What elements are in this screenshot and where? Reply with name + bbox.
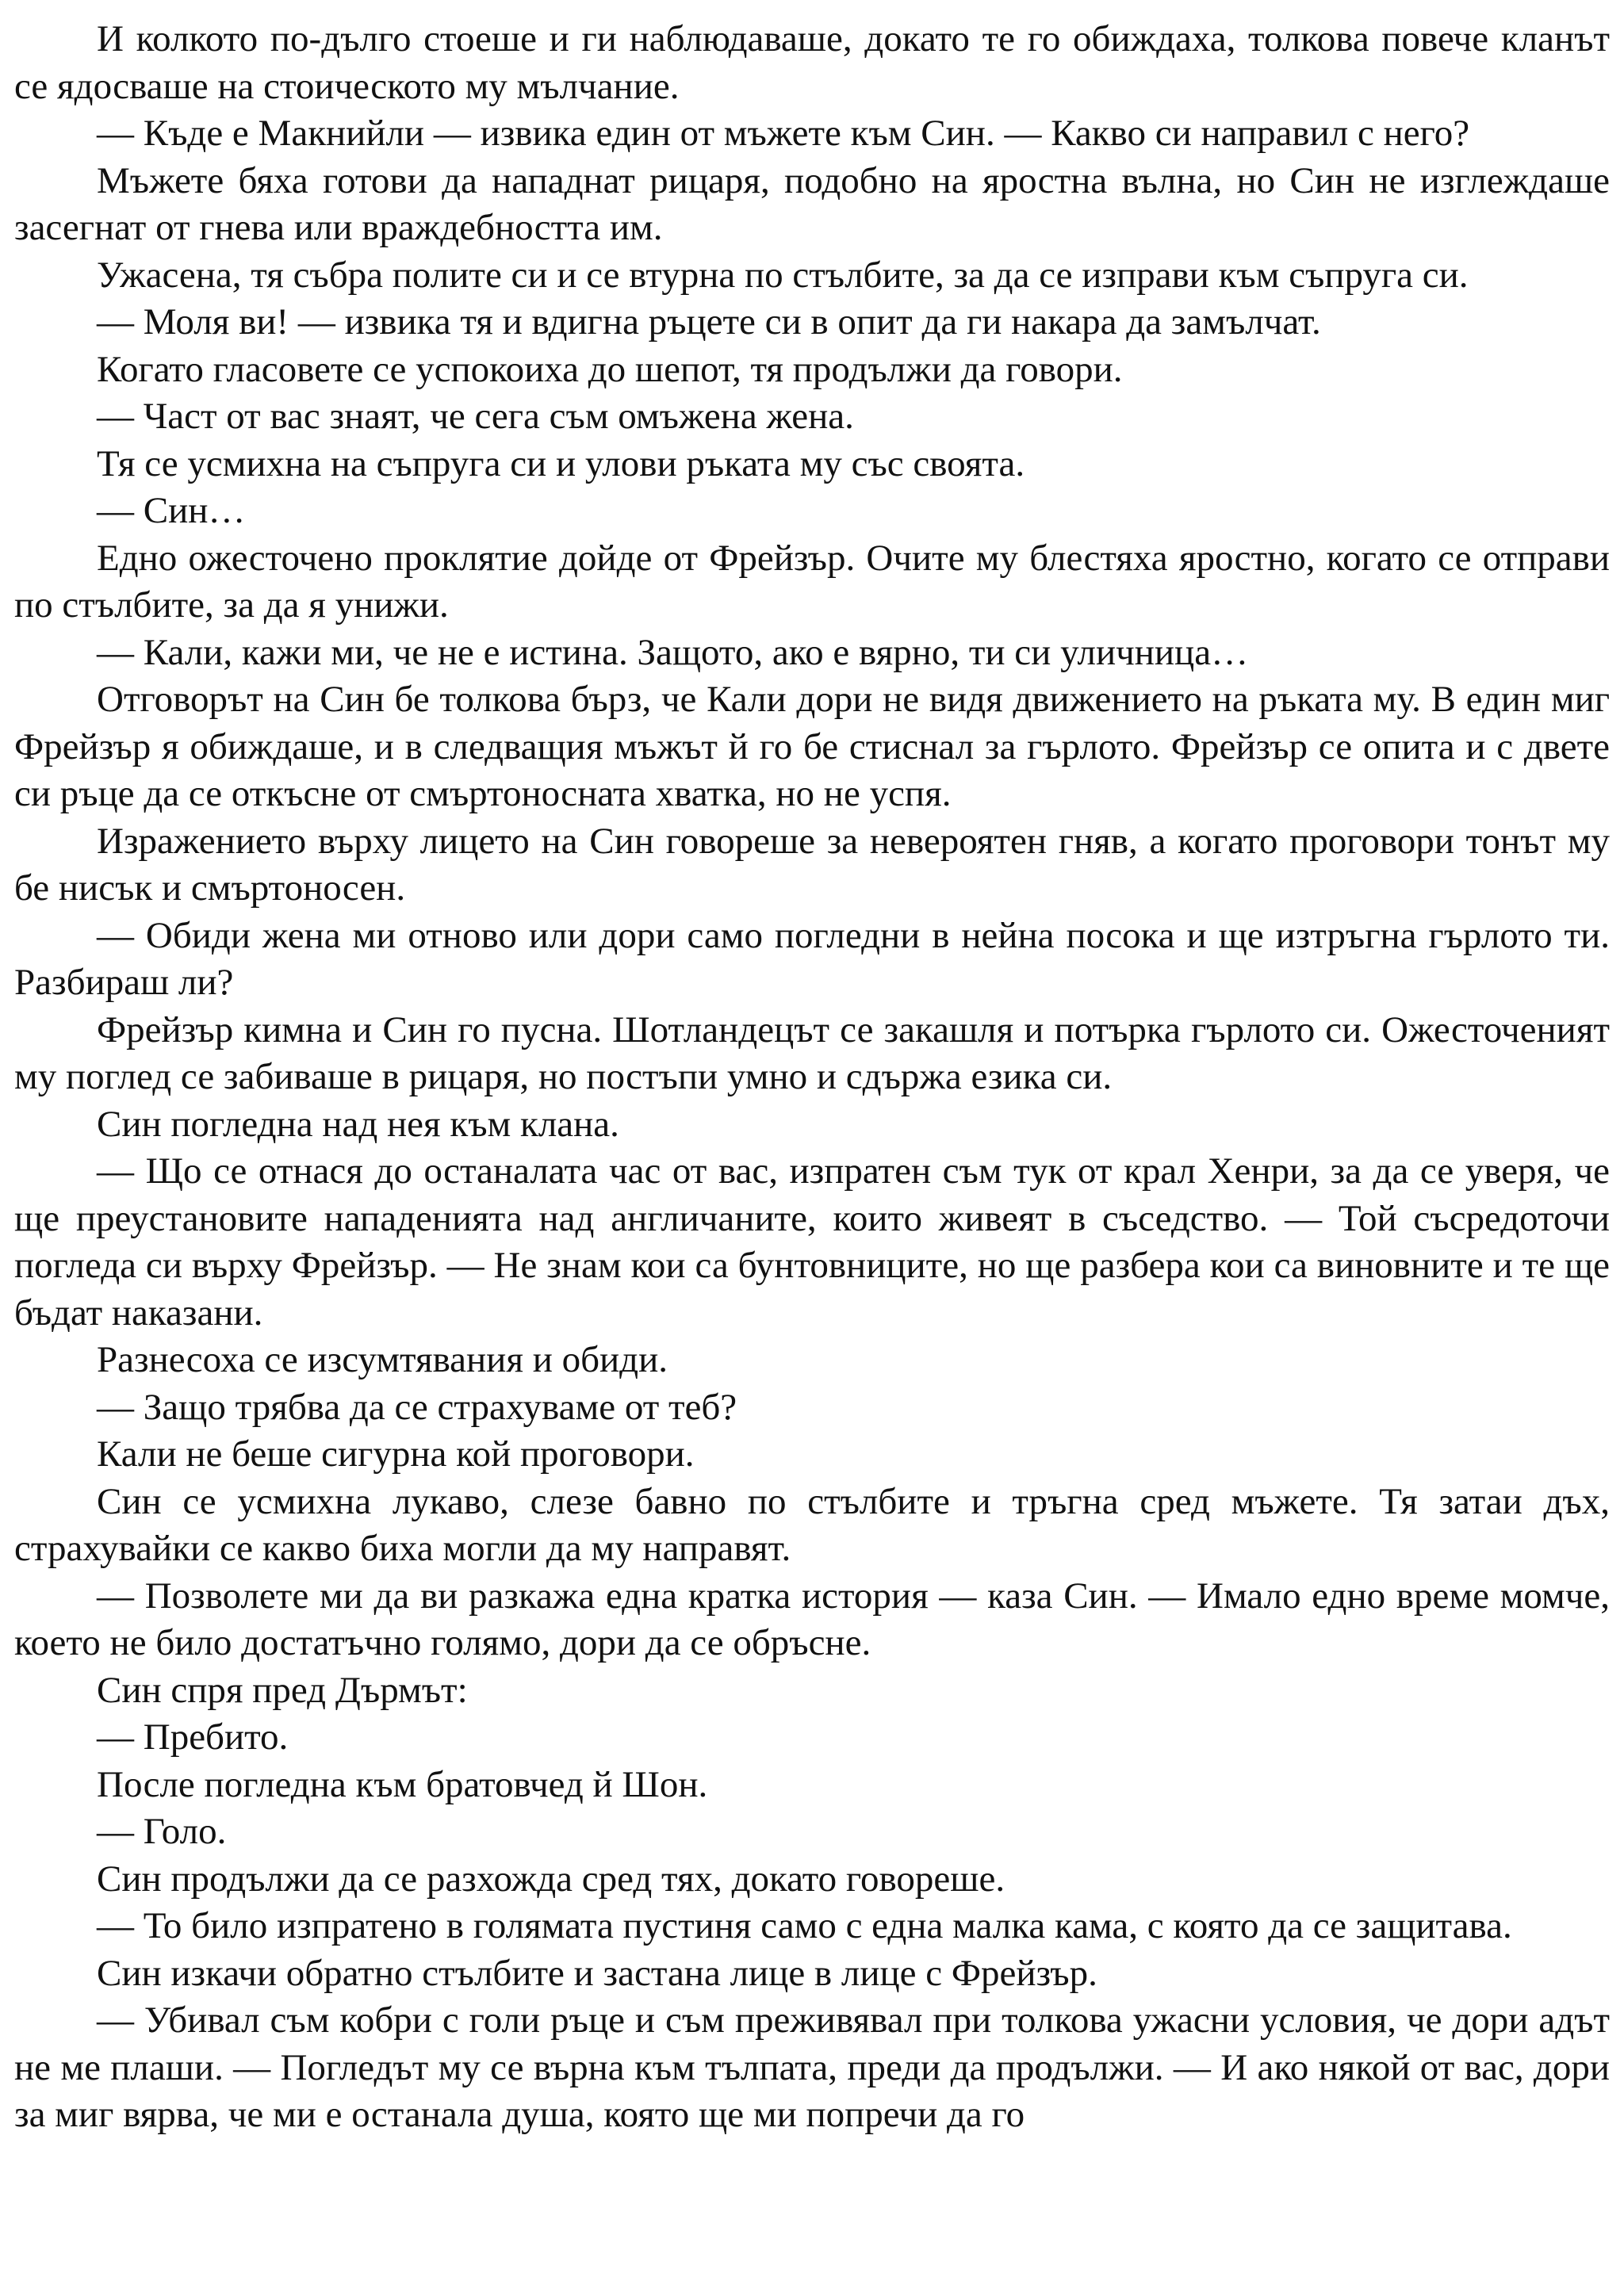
paragraph: Тя се усмихна на съпруга си и улови ръката му със своята. — [97, 442, 1025, 484]
paragraph: После погледна към братовчед й Шон. — [97, 1763, 708, 1805]
paragraph: — Моля ви! — извика тя и вдигна ръцете си в опит да ги накара да замълчат. — [97, 301, 1321, 342]
paragraph: Отговорът на Син бе толкова бърз, че Кали дори не видя движението на ръката му. В един миг Фрейзър я обиждаше, и в следващия мъжът й го бе стиснал за гърлото. Фрейзър се опита и с двете си ръце да се откъсне от смъртоносната хватка, но не успя. — [14, 679, 1610, 814]
paragraph: Когато гласовете се успокоиха до шепот, тя продължи да говори. — [97, 348, 1123, 390]
paragraph: — Що се отнася до останалата час от вас, изпратен съм тук от крал Хенри, за да се уверя, че ще преустановите нападенията над англичаните, които живеят в съседство. — Той съсредоточи погледа си върху Фрейзър. — Не знам кои са бунтовниците, но ще разбера кои са виновните и те ще бъдат наказани. — [14, 1150, 1610, 1334]
paragraph: Фрейзър кимна и Син го пусна. Шотландецът се закашля и потърка гърлото си. Ожесточеният му поглед се забиваше в рицаря, но постъпи умно и сдържа езика си. — [14, 1008, 1610, 1097]
paragraph: — Къде е Макнийли — извика един от мъжете към Син. — Какво си направил с него? — [97, 113, 1470, 154]
paragraph: — То било изпратено в голямата пустиня само с една малка кама, с която да се защитава. — [97, 1905, 1512, 1946]
paragraph: Син изкачи обратно стълбите и застана лице в лице с Фрейзър. — [97, 1952, 1097, 1994]
paragraph: Разнесоха се изсумтявания и обиди. — [97, 1339, 668, 1380]
document-page — [14, 16, 1610, 2139]
paragraph: Едно ожесточено проклятие дойде от Фрейзър. Очите му блестяха яростно, когато се отправи по стълбите, за да я унижи. — [14, 537, 1610, 626]
paragraph: — Позволете ми да ви разкажа една кратка история — каза Син. — Имало едно време момче, което не било достатъчно голямо, дори да се обръсне. — [14, 1575, 1610, 1663]
paragraph: — Голо. — [97, 1811, 227, 1852]
paragraph: Ужасена, тя събра полите си и се втурна по стълбите, за да се изправи към съпруга си. — [97, 254, 1469, 296]
paragraph: Кали не беше сигурна кой проговори. — [97, 1433, 695, 1475]
paragraph: — Пребито. — [97, 1716, 289, 1758]
paragraph: Син продължи да се разхожда сред тях, докато говореше. — [97, 1858, 1005, 1900]
paragraph: И колкото по-дълго стоеше и ги наблюдаваше, докато те го обиждаха, толкова повече кланът се ядосваше на стоическото му мълчание. — [14, 18, 1610, 107]
paragraph: — Част от вас знаят, че сега съм омъжена жена. — [97, 396, 854, 437]
paragraph: Син спря пред Дърмът: — [97, 1669, 468, 1711]
paragraph: Мъжете бяха готови да нападнат рицаря, подобно на яростна вълна, но Син не изглеждаше засегнат от гнева или враждебността им. — [14, 159, 1610, 248]
paragraph: Син се усмихна лукаво, слезе бавно по стълбите и тръгна сред мъжете. Тя затаи дъх, страхувайки се какво биха могли да му направят. — [14, 1480, 1610, 1569]
paragraph: — Син… — [97, 490, 246, 531]
paragraph: — Кали, кажи ми, че не е истина. Защото, ако е вярно, ти си уличница… — [97, 631, 1249, 673]
paragraph: Изражението върху лицето на Син говореше за невероятен гняв, а когато проговори тонът му бе нисък и смъртоносен. — [14, 820, 1610, 909]
paragraph: Син погледна над нея към клана. — [97, 1103, 619, 1145]
paragraph: — Обиди жена ми отново или дори само погледни в нейна посока и ще изтръгна гърлото ти. Разбираш ли? — [14, 914, 1610, 1003]
paragraph: — Защо трябва да се страхуваме от теб? — [97, 1386, 737, 1428]
paragraph: — Убивал съм кобри с голи ръце и съм преживявал при толкова ужасни условия, че дори адът не ме плаши. — Погледът му се върна към тълпата, преди да продължи. — И ако някой от вас, дори за миг вярва, че ми е останала душа, която ще ми попречи да го — [14, 1999, 1610, 2135]
